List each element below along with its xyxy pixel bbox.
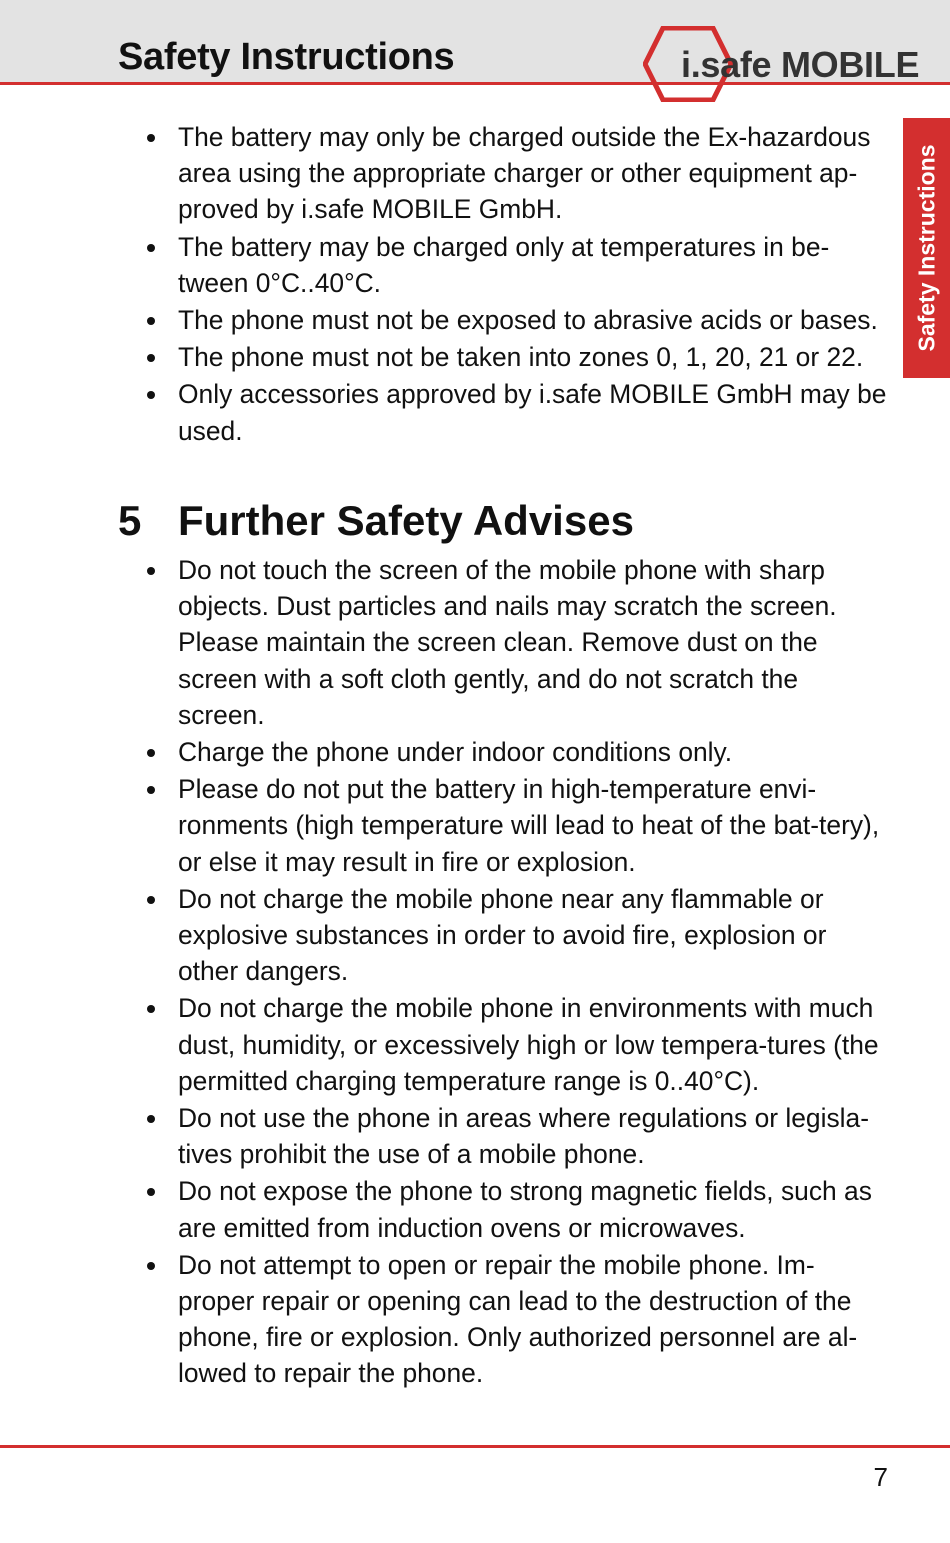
list-item: [0, 302, 888, 338]
list-item: [0, 119, 888, 228]
list-item: [0, 339, 888, 375]
list-item: [0, 552, 888, 733]
list-item: [0, 881, 888, 990]
bullet-icon: [147, 391, 155, 399]
logo-text: i.safe MOBILE: [681, 44, 920, 85]
list-item: [0, 1100, 888, 1172]
list-item-text: The phone must not be exposed to abrasive acids or bases.: [178, 305, 878, 336]
page-number: 7: [873, 1462, 888, 1492]
side-tab: [903, 118, 950, 378]
list-item-text: Please do not put the battery in high-temperature envi-ronments (high temperature will lead to heat of the bat-tery), or else it may result in fire or explosion.: [178, 774, 880, 877]
list-item-text: Do not charge the mobile phone in environments with much dust, humidity, or excessively high or low tempera-tures (the permitted charging temperature range is 0..40°C).: [178, 993, 879, 1096]
bullet-icon: [147, 244, 155, 252]
list-item-text: Do not charge the mobile phone near any flammable or explosive substances in order to avoid fire, explosion or other dangers.: [178, 883, 827, 987]
bullet-icon: [147, 354, 155, 362]
bullet-icon: [147, 567, 155, 575]
page-header-title: Safety Instructions: [118, 36, 455, 78]
bullet-icon: [147, 317, 155, 325]
list-item: [0, 990, 888, 1099]
list-item: [0, 229, 888, 301]
list-item-text: Charge the phone under indoor conditions only.: [178, 737, 733, 768]
list-item-text: Do not expose the phone to strong magnetic fields, such as are emitted from induction ovens or microwaves.: [178, 1176, 872, 1243]
bullet-icon: [147, 1115, 155, 1123]
list-item: [0, 1173, 888, 1245]
list-item-text: Do not attempt to open or repair the mobile phone. Im-proper repair or opening can lead to the destruction of the phone, fire or explosion. Only authorized personnel are al-lowed to repair the phone.: [178, 1249, 858, 1389]
bullet-icon: [147, 896, 155, 904]
advice-bullet-list: [0, 552, 888, 1393]
section-title: Further Safety Advises: [178, 497, 634, 544]
list-item: [0, 734, 888, 770]
company-logo: [643, 26, 933, 102]
bullet-icon: [147, 1005, 155, 1013]
bullet-icon: [147, 1188, 155, 1196]
bullet-icon: [147, 1262, 155, 1270]
list-item-text: Only accessories approved by i.safe MOBILE GmbH may be used.: [178, 379, 887, 446]
section-number: 5: [118, 497, 142, 544]
list-item-text: Do not use the phone in areas where regulations or legisla-tives prohibit the use of a mobile phone.: [178, 1103, 869, 1170]
list-item: [0, 771, 888, 880]
intro-bullet-list: [0, 119, 888, 450]
list-item-text: The phone must not be taken into zones 0, 1, 20, 21 or 22.: [178, 342, 864, 373]
list-item: [0, 376, 888, 448]
list-item: [0, 1247, 888, 1392]
side-tab-label: Safety Instructions: [913, 144, 939, 352]
footer-rule: [0, 1445, 950, 1448]
list-item-text: The battery may be charged only at temperatures in be-tween 0°C..40°C.: [178, 231, 830, 298]
bullet-icon: [147, 749, 155, 757]
section-heading: [118, 497, 634, 545]
list-item-text: The battery may only be charged outside the Ex-hazardous area using the appropriate charger or other equipment ap-proved by i.safe MOBILE GmbH.: [178, 122, 871, 225]
bullet-icon: [147, 786, 155, 794]
list-item-text: Do not touch the screen of the mobile phone with sharp objects. Dust particles and nails may scratch the screen. Please maintain the screen clean. Remove dust on the screen with a soft cloth gently, and do not scratch the screen.: [178, 555, 837, 730]
bullet-icon: [147, 134, 155, 142]
